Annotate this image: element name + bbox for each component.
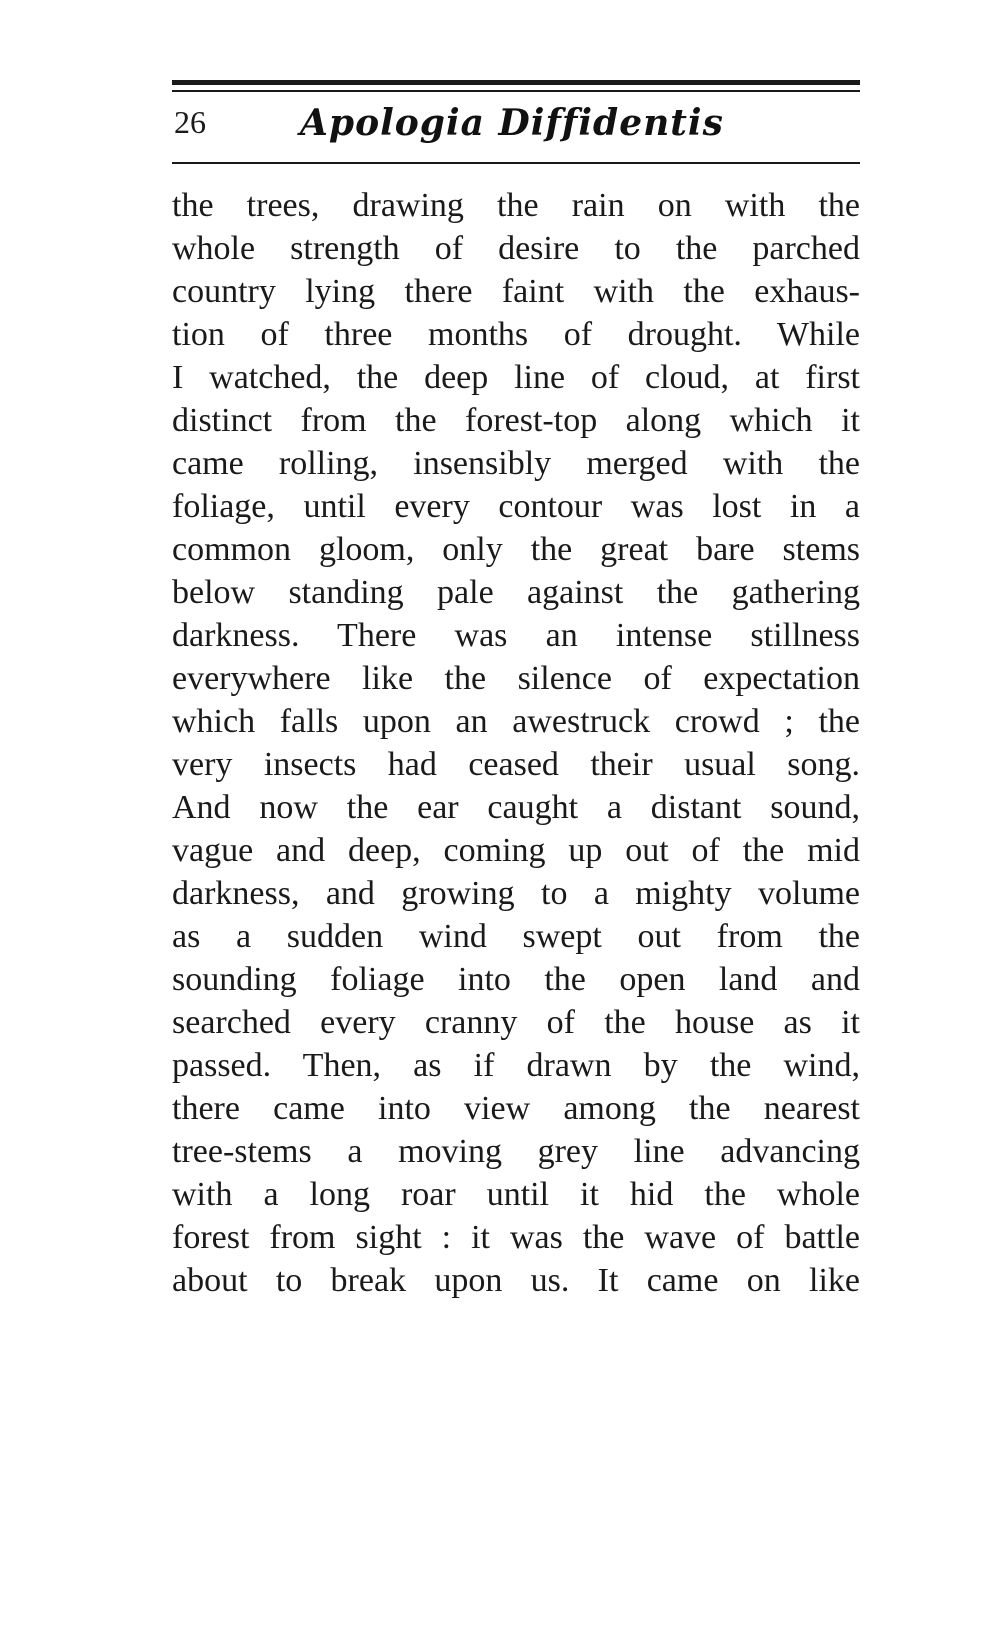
text-line: darkness. There was an intense stillness: [172, 617, 860, 654]
text-line: tion of three months of drought. While: [172, 316, 860, 353]
text-line: I watched, the deep line of cloud, at first: [172, 359, 860, 396]
text-line: passed. Then, as if drawn by the wind,: [172, 1047, 860, 1084]
running-title: Apologia Diffidentis: [300, 102, 724, 144]
text-line: the trees, drawing the rain on with the: [172, 187, 860, 224]
text-line: And now the ear caught a distant sound,: [172, 789, 860, 826]
text-line: forest from sight : it was the wave of battle: [172, 1219, 860, 1256]
text-line: common gloom, only the great bare stems: [172, 531, 860, 568]
text-line: there came into view among the nearest: [172, 1090, 860, 1127]
text-line: about to break upon us. It came on like: [172, 1262, 860, 1299]
body-text: [172, 184, 860, 1302]
header-rule-bottom: [172, 162, 860, 164]
text-line: tree-stems a moving grey line advancing: [172, 1133, 860, 1170]
text-line: as a sudden wind swept out from the: [172, 918, 860, 955]
text-line: vague and deep, coming up out of the mid: [172, 832, 860, 869]
page-number: 26: [174, 104, 206, 140]
page-header: [172, 100, 860, 160]
text-line: distinct from the forest-top along which it: [172, 402, 860, 439]
text-line: darkness, and growing to a mighty volume: [172, 875, 860, 912]
text-line: sounding foliage into the open land and: [172, 961, 860, 998]
text-line: with a long roar until it hid the whole: [172, 1176, 860, 1213]
text-line: below standing pale against the gathering: [172, 574, 860, 611]
text-line: very insects had ceased their usual song.: [172, 746, 860, 783]
text-line: foliage, until every contour was lost in a: [172, 488, 860, 525]
header-rule-thick: [172, 80, 860, 85]
text-line: searched every cranny of the house as it: [172, 1004, 860, 1041]
text-line: country lying there faint with the exhaus-: [172, 273, 860, 310]
text-line: came rolling, insensibly merged with the: [172, 445, 860, 482]
text-line: whole strength of desire to the parched: [172, 230, 860, 267]
text-line: everywhere like the silence of expectation: [172, 660, 860, 697]
header-rule-thin: [172, 90, 860, 92]
text-line: which falls upon an awestruck crowd ; the: [172, 703, 860, 740]
